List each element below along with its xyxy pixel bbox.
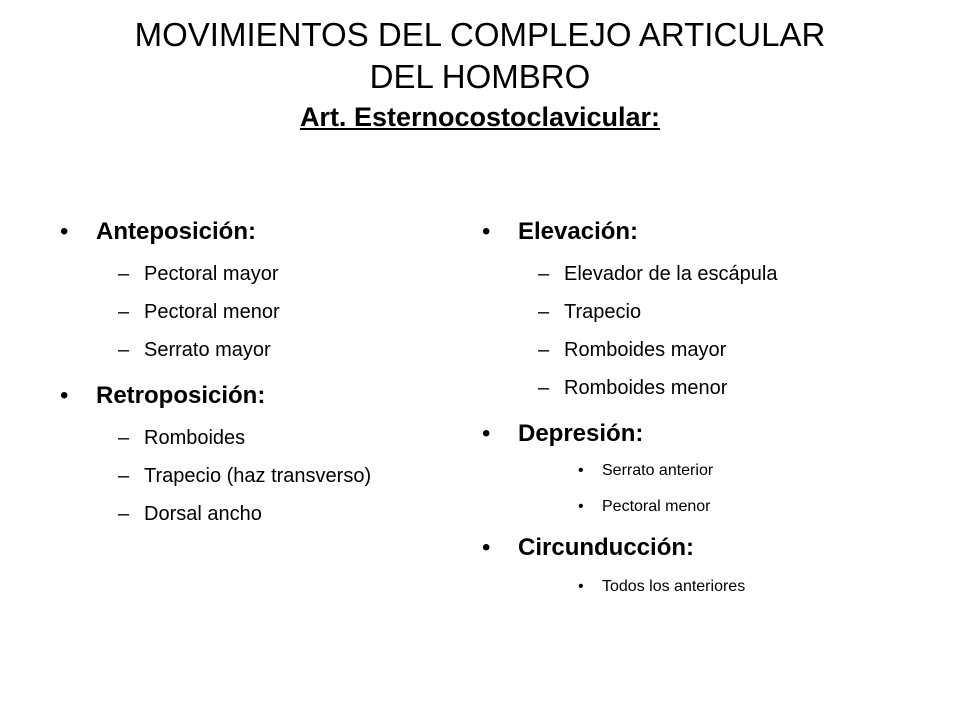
- dash-icon: –: [118, 339, 130, 361]
- heading-retroposicion: • Retroposición:: [60, 382, 266, 409]
- list-item: – Elevador de la escápula: [538, 263, 778, 285]
- bullet-icon: •: [482, 534, 491, 561]
- list-item: – Romboides: [118, 427, 246, 449]
- list-item: – Trapecio: [538, 301, 642, 323]
- list-item: • Todos los anteriores: [578, 578, 746, 595]
- list-item: • Pectoral menor: [578, 498, 711, 515]
- dash-icon: –: [538, 263, 550, 285]
- list-item: – Romboides mayor: [538, 339, 727, 361]
- slide-title: [40, 14, 920, 134]
- title-subtitle: Art. Esternocostoclavicular:: [299, 102, 661, 132]
- heading-anteposicion: • Anteposición:: [60, 218, 256, 245]
- bullet-icon: •: [578, 498, 584, 515]
- bullet-icon: •: [482, 420, 491, 447]
- list-item: – Pectoral menor: [118, 301, 280, 323]
- list-item: – Pectoral mayor: [118, 263, 279, 285]
- bullet-icon: •: [578, 578, 584, 595]
- list-item: – Serrato mayor: [118, 339, 271, 361]
- dash-icon: –: [118, 263, 130, 285]
- bullet-icon: •: [60, 218, 69, 245]
- dash-icon: –: [118, 503, 130, 525]
- title-line-2: DEL HOMBRO: [369, 58, 591, 95]
- bullet-icon: •: [60, 382, 69, 409]
- dash-icon: –: [538, 339, 550, 361]
- dash-icon: –: [118, 301, 130, 323]
- list-item: • Serrato anterior: [578, 462, 714, 479]
- title-line-1: MOVIMIENTOS DEL COMPLEJO ARTICULAR: [134, 16, 826, 53]
- heading-depresion: • Depresión:: [482, 420, 644, 447]
- dash-icon: –: [118, 465, 130, 487]
- list-item: – Trapecio (haz transverso): [118, 465, 372, 487]
- dash-icon: –: [118, 427, 130, 449]
- list-item: – Dorsal ancho: [118, 503, 262, 525]
- bullet-icon: •: [482, 218, 491, 245]
- dash-icon: –: [538, 301, 550, 323]
- heading-elevacion: • Elevación:: [482, 218, 639, 245]
- heading-circunduccion: • Circunducción:: [482, 534, 695, 561]
- list-item: – Romboides menor: [538, 377, 728, 399]
- bullet-icon: •: [578, 462, 584, 479]
- dash-icon: –: [538, 377, 550, 399]
